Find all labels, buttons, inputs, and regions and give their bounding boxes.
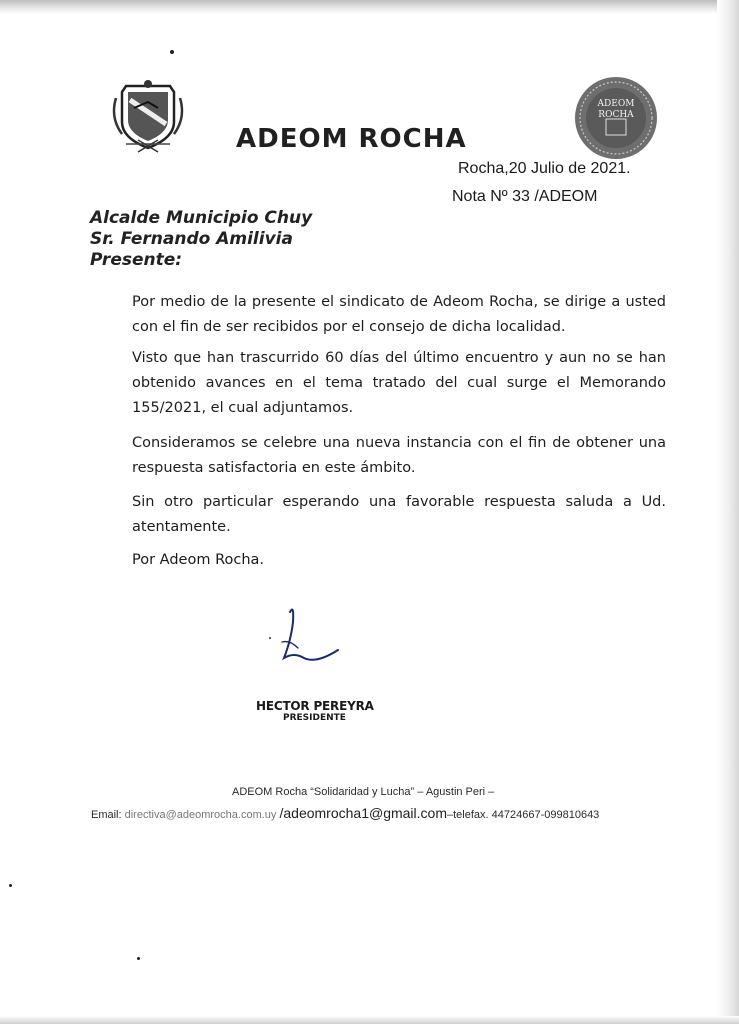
email-link-gmail[interactable]: adeomrocha1@gmail.com bbox=[283, 805, 447, 821]
email-link-directiva[interactable]: directiva@adeomrocha.com.uy bbox=[124, 809, 277, 821]
paragraph-text: Visto que han trascurrido 60 días del último encuentro y aun no se han obtenido avances en el tema tratado del cual surge el Memorando 155/2021, el cual adjuntamos. bbox=[132, 350, 666, 416]
footer-motto: ADEOM Rocha “Solidaridad y Lucha” – Agustin Peri – bbox=[232, 786, 495, 798]
note-number: Nota Nº 33 /ADEOM bbox=[452, 188, 598, 205]
email-separator: / bbox=[279, 805, 284, 821]
scan-edge-right bbox=[717, 0, 739, 1024]
adeom-seal-icon bbox=[573, 75, 659, 161]
addressee-block bbox=[90, 208, 312, 271]
scan-edge-bottom bbox=[0, 1016, 739, 1024]
seal-text-bottom: ROCHA bbox=[598, 110, 634, 120]
letter-date: Rocha,20 Julio de 2021. bbox=[458, 160, 631, 177]
signer-role: PRESIDENTE bbox=[283, 713, 346, 723]
footer-contact bbox=[91, 805, 599, 821]
body-paragraph bbox=[88, 490, 666, 540]
scan-speck bbox=[137, 957, 140, 960]
scan-edge-top bbox=[0, 0, 739, 14]
scan-speck bbox=[170, 50, 174, 54]
addressee-title: Alcalde Municipio Chuy bbox=[90, 208, 313, 228]
signer-name: HECTOR PEREYRA bbox=[256, 699, 374, 713]
seal-text-top: ADEOM bbox=[597, 99, 635, 109]
phone-numbers: –telefax. 44724667-099810643 bbox=[447, 809, 600, 821]
municipal-crest-icon bbox=[108, 78, 188, 156]
handwritten-signature bbox=[260, 600, 350, 670]
paragraph-text: Por medio de la presente el sindicato de Adeom Rocha, se dirige a usted con el fin de ser recibidos por el consejo de dicha localidad. bbox=[132, 294, 666, 335]
paragraph-text: Consideramos se celebre una nueva instancia con el fin de obtener una respuesta satisfactoria en este ámbito. bbox=[132, 435, 666, 476]
body-paragraph bbox=[88, 431, 666, 481]
paragraph-text: Sin otro particular esperando una favorable respuesta saluda a Ud. atentamente. bbox=[132, 494, 666, 535]
closing-line: Por Adeom Rocha. bbox=[132, 552, 265, 568]
organization-title: ADEOM ROCHA bbox=[236, 124, 467, 154]
email-label: Email: bbox=[91, 809, 122, 821]
addressee-name: Sr. Fernando Amilivia bbox=[90, 229, 293, 249]
addressee-salutation: Presente: bbox=[90, 250, 183, 270]
body-paragraph bbox=[88, 346, 666, 421]
body-paragraph bbox=[88, 290, 666, 340]
scan-speck bbox=[9, 884, 12, 887]
